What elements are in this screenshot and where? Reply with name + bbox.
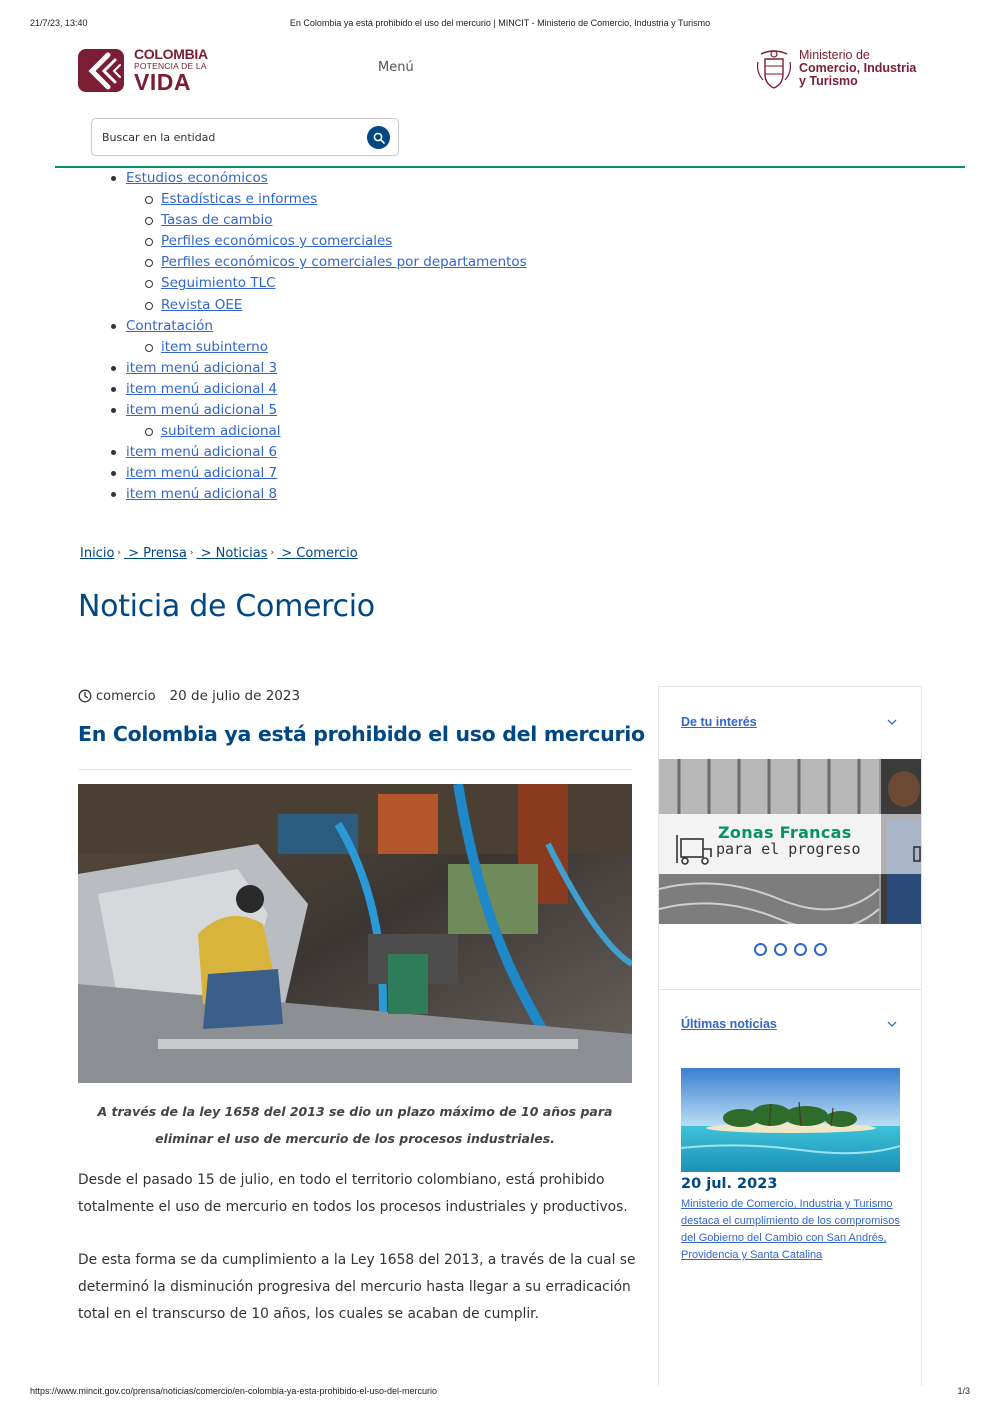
news-thumbnail-island[interactable]	[681, 1068, 900, 1172]
search-box	[91, 118, 399, 156]
page-title: Noticia de Comercio	[78, 589, 375, 624]
submenu-item	[110, 337, 527, 358]
ministry-line1: Ministerio de	[799, 48, 870, 62]
print-url: https://www.mincit.gov.co/prensa/noticias/comercio/en-colombia-ya-esta-prohibido-el-uso-del-mercurio	[30, 1386, 437, 1396]
chevron-down-icon[interactable]	[887, 1021, 897, 1028]
menu-item-link[interactable]: item menú adicional 4	[126, 380, 278, 397]
search-icon	[373, 132, 385, 144]
banner-title: Zonas Francas	[718, 823, 852, 842]
submenu-item-link[interactable]: Estadísticas e informes	[161, 191, 318, 208]
print-header	[30, 18, 970, 30]
submenu-item	[110, 421, 527, 442]
banner-subtitle: para el progreso	[716, 840, 861, 858]
colombia-logo[interactable]	[78, 47, 208, 95]
article-divider	[78, 769, 632, 770]
menu-item	[110, 379, 527, 400]
breadcrumb-noticias[interactable]: > Noticias	[196, 546, 268, 561]
island-photo	[681, 1068, 900, 1172]
article-date: 20 de julio de 2023	[169, 688, 301, 704]
submenu-item	[110, 189, 527, 210]
interest-accordion-heading[interactable]: De tu interés	[681, 715, 757, 729]
factory-photo	[78, 784, 632, 1083]
submenu-item-link[interactable]: Perfiles económicos y comerciales	[161, 233, 393, 250]
menu-item-link[interactable]: item menú adicional 3	[126, 359, 278, 376]
carousel-dot[interactable]	[794, 943, 807, 956]
breadcrumb-separator-icon: ›	[189, 548, 194, 558]
submenu-item-link[interactable]: Perfiles económicos y comerciales por departamentos	[161, 254, 527, 271]
breadcrumb-home[interactable]: Inicio	[80, 546, 115, 561]
sidebar	[658, 686, 922, 1386]
print-doc-title: En Colombia ya está prohibido el uso del mercurio | MINCIT - Ministerio de Comercio, Industria y Turismo	[289, 18, 711, 28]
article-paragraph-1: Desde el pasado 15 de julio, en todo el territorio colombiano, está prohibido totalmente el uso de mercurio en todos los procesos industriales y productivos.	[78, 1172, 628, 1215]
navigation-menu	[110, 168, 527, 506]
ministry-line3: y Turismo	[799, 74, 858, 88]
menu-item	[110, 168, 527, 189]
logo-line1: COLOMBIA	[134, 46, 208, 62]
article-image-factory	[78, 784, 632, 1083]
submenu-item-link[interactable]: subitem adicional	[161, 423, 281, 440]
menu-item	[110, 463, 527, 484]
menu-item-link[interactable]: Estudios económicos	[126, 170, 268, 186]
submenu-item	[110, 210, 527, 231]
zonas-francas-banner[interactable]	[659, 759, 921, 924]
chevron-down-icon[interactable]	[887, 719, 897, 726]
clock-icon	[78, 689, 92, 703]
submenu-item-link[interactable]: Tasas de cambio	[161, 212, 273, 229]
breadcrumb-comercio[interactable]: > Comercio	[277, 546, 358, 561]
logo-line3: VIDA	[134, 68, 191, 95]
logo-line2: POTENCIA DE LA	[134, 61, 207, 71]
ministry-line2: Comercio, Industria	[799, 61, 917, 75]
article-category: comercio	[96, 688, 156, 704]
image-caption: A través de la ley 1658 del 2013 se dio un plazo máximo de 10 años para eliminar el uso de mercurio de los procesos industriales.	[97, 1104, 613, 1146]
submenu-item-link[interactable]: Seguimiento TLC	[161, 275, 276, 292]
search-input[interactable]	[102, 128, 352, 146]
news-title-link[interactable]: Ministerio de Comercio, Industria y Turismo destaca el cumplimiento de los compromisos del Gobierno del Cambio con San Andrés, Providencia y Santa Catalina	[681, 1198, 900, 1261]
breadcrumb-prensa[interactable]: > Prensa	[124, 546, 187, 561]
ministry-name	[799, 49, 916, 88]
menu-item-link[interactable]: item menú adicional 5	[126, 402, 278, 419]
latest-news-accordion-heading[interactable]: Últimas noticias	[681, 1017, 777, 1031]
menu-item	[110, 316, 527, 337]
submenu-item	[110, 252, 527, 273]
breadcrumb-separator-icon: ›	[117, 548, 122, 558]
menu-item-link[interactable]: Contratación	[126, 317, 213, 334]
menu-toggle[interactable]: Menú	[378, 60, 414, 75]
article-paragraph-2: De esta forma se da cumplimiento a la Ley 1658 del 2013, a través de la cual se determinó la disminución progresiva del mercurio hasta llegar a su erradicación total en el transcurso de 10 años, los cuales se acaban de cumplir.	[78, 1252, 636, 1322]
search-button[interactable]	[367, 126, 390, 149]
article-title: En Colombia ya está prohibido el uso del mercurio	[78, 722, 645, 746]
coat-of-arms-icon	[755, 48, 793, 90]
carousel-dots	[754, 943, 827, 956]
breadcrumb	[80, 546, 358, 561]
submenu-item	[110, 273, 527, 294]
carousel-dot[interactable]	[754, 943, 767, 956]
sidebar-divider	[659, 989, 921, 990]
colombia-logo-icon	[78, 47, 130, 95]
print-page-number: 1/3	[957, 1386, 970, 1396]
article-meta	[78, 688, 300, 704]
colombia-logo-text	[134, 47, 208, 94]
news-date: 20 jul. 2023	[681, 1176, 778, 1192]
carousel-dot[interactable]	[814, 943, 827, 956]
menu-item	[110, 400, 527, 421]
breadcrumb-separator-icon: ›	[270, 548, 275, 558]
carousel-dot[interactable]	[774, 943, 787, 956]
menu-item	[110, 358, 527, 379]
submenu-item-link[interactable]: Revista OEE	[161, 296, 243, 313]
menu-item-link[interactable]: item menú adicional 7	[126, 465, 278, 482]
print-datetime: 21/7/23, 13:40	[30, 18, 88, 28]
print-footer	[30, 1386, 970, 1398]
submenu-item	[110, 295, 527, 316]
menu-item	[110, 484, 527, 505]
menu-item	[110, 442, 527, 463]
submenu-item-link[interactable]: item subinterno	[161, 338, 268, 355]
submenu-item	[110, 231, 527, 252]
menu-item-link[interactable]: item menú adicional 6	[126, 444, 278, 461]
menu-item-link[interactable]: item menú adicional 8	[126, 486, 278, 503]
